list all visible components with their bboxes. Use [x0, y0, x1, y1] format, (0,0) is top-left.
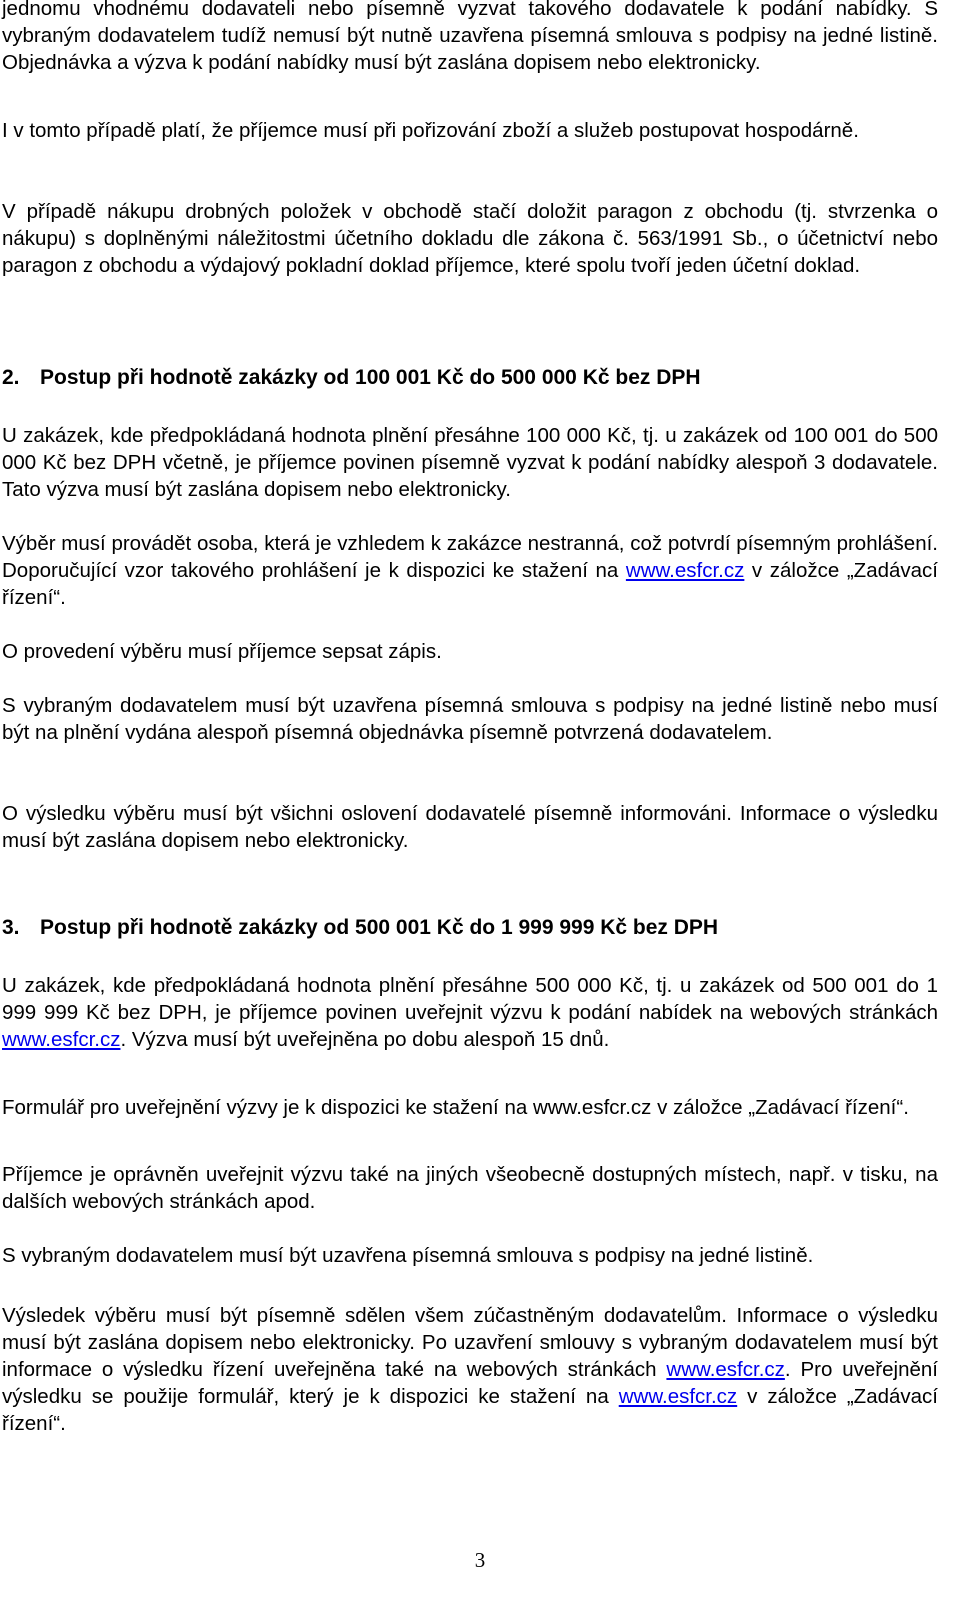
esfcr-link[interactable]: www.esfcr.cz — [666, 1358, 785, 1381]
section-3-paragraph-1 — [2, 972, 938, 1053]
page-number: 3 — [474, 1548, 486, 1572]
section-3-paragraph-5-tail: v záložce „Zadávací řízení“. — [2, 1385, 939, 1435]
section-2-paragraph-2-tail: v záložce „Zadávací řízení“. — [2, 559, 938, 609]
section-2-paragraph-2 — [2, 530, 938, 611]
section-3-paragraph-2: Formulář pro uveřejnění výzvy je k dispozici ke stažení na www.esfcr.cz v záložce „Zadávací řízení“. — [2, 1096, 909, 1119]
section-3-paragraph-5-middle: . Pro uveřejnění výsledku se použije formulář, který je k dispozici ke stažení na — [2, 1358, 938, 1408]
section-2-paragraph-2-text: Výběr musí provádět osoba, která je vzhledem k zakázce nestranná, což potvrdí písemným prohlášení. Doporučující vzor takového prohlášení je k dispozici ke stažení na — [2, 532, 938, 582]
paragraph-economy: I v tomto případě platí, že příjemce musí při pořizování zboží a služeb postupovat hospodárně. — [2, 119, 859, 142]
paragraph-receipt: V případě nákupu drobných položek v obchodě stačí doložit paragon z obchodu (tj. stvrzenka o nákupu) s doplněnými náležitostmi účetního dokladu dle zákona č. 563/1991 Sb., o účetnictví nebo paragon z obchodu a výdajový pokladní doklad příjemce, které spolu tvoří jeden účetní doklad. — [2, 200, 938, 277]
section-2-paragraph-5: O výsledku výběru musí být všichni oslovení dodavatelé písemně informováni. Informace o výsledku musí být zaslána dopisem nebo elektronicky. — [2, 802, 938, 852]
paragraph-intro: jednomu vhodnému dodavateli nebo písemně vyzvat takového dodavatele k podání nabídky. S vybraným dodavatelem tudíž nemusí být nutně uzavřena písemná smlouva s podpisy na jedné listině. Objednávka a výzva k podání nabídky musí být zaslána dopisem nebo elektronicky. — [2, 0, 938, 74]
section-3-paragraph-5 — [2, 1302, 938, 1437]
section-2-title: Postup při hodnotě zakázky od 100 001 Kč do 500 000 Kč bez DPH — [40, 366, 701, 389]
section-3-paragraph-1-tail: . Výzva musí být uveřejněna po dobu alespoň 15 dnů. — [120, 1028, 610, 1051]
esfcr-link[interactable]: www.esfcr.cz — [618, 1385, 738, 1408]
section-2-paragraph-3: O provedení výběru musí příjemce sepsat zápis. — [2, 640, 442, 663]
section-2-paragraph-4: S vybraným dodavatelem musí být uzavřena písemná smlouva s podpisy na jedné listině nebo musí být na plnění vydána alespoň písemná objednávka písemně potvrzená dodavatelem. — [2, 694, 938, 744]
section-3-paragraph-3: Příjemce je oprávněn uveřejnit výzvu také na jiných všeobecně dostupných místech, např. v tisku, na dalších webových stránkách apod. — [2, 1163, 938, 1213]
section-3-paragraph-1-text: U zakázek, kde předpokládaná hodnota plnění přesáhne 500 000 Kč, tj. u zakázek od 500 001 do 1 999 999 Kč bez DPH, je příjemce povinen uveřejnit výzvu k podání nabídek na webových stránkách — [2, 974, 938, 1024]
section-2-number: 2. — [2, 366, 20, 389]
section-2-paragraph-1: U zakázek, kde předpokládaná hodnota plnění přesáhne 100 000 Kč, tj. u zakázek od 100 001 do 500 000 Kč bez DPH včetně, je příjemce povinen písemně vyzvat k podání nabídky alespoň 3 dodavatele. Tato výzva musí být zaslána dopisem nebo elektronicky. — [2, 424, 938, 501]
section-3-paragraph-5-text: Výsledek výběru musí být písemně sdělen všem zúčastněným dodavatelům. Informace o výsledku musí být zaslána dopisem nebo elektronicky. Po uzavření smlouvy s vybraným dodavatelem musí být informace o výsledku řízení uveřejněna také na webových stránkách — [2, 1304, 938, 1381]
section-3-paragraph-4: S vybraným dodavatelem musí být uzavřena písemná smlouva s podpisy na jedné listině. — [2, 1244, 814, 1267]
section-2-heading — [2, 364, 938, 391]
esfcr-link[interactable]: www.esfcr.cz — [625, 559, 745, 582]
esfcr-link[interactable]: www.esfcr.cz — [2, 1028, 121, 1051]
section-3-title: Postup při hodnotě zakázky od 500 001 Kč do 1 999 999 Kč bez DPH — [40, 916, 719, 939]
section-3-heading — [2, 914, 938, 941]
section-3-number: 3. — [2, 916, 20, 939]
